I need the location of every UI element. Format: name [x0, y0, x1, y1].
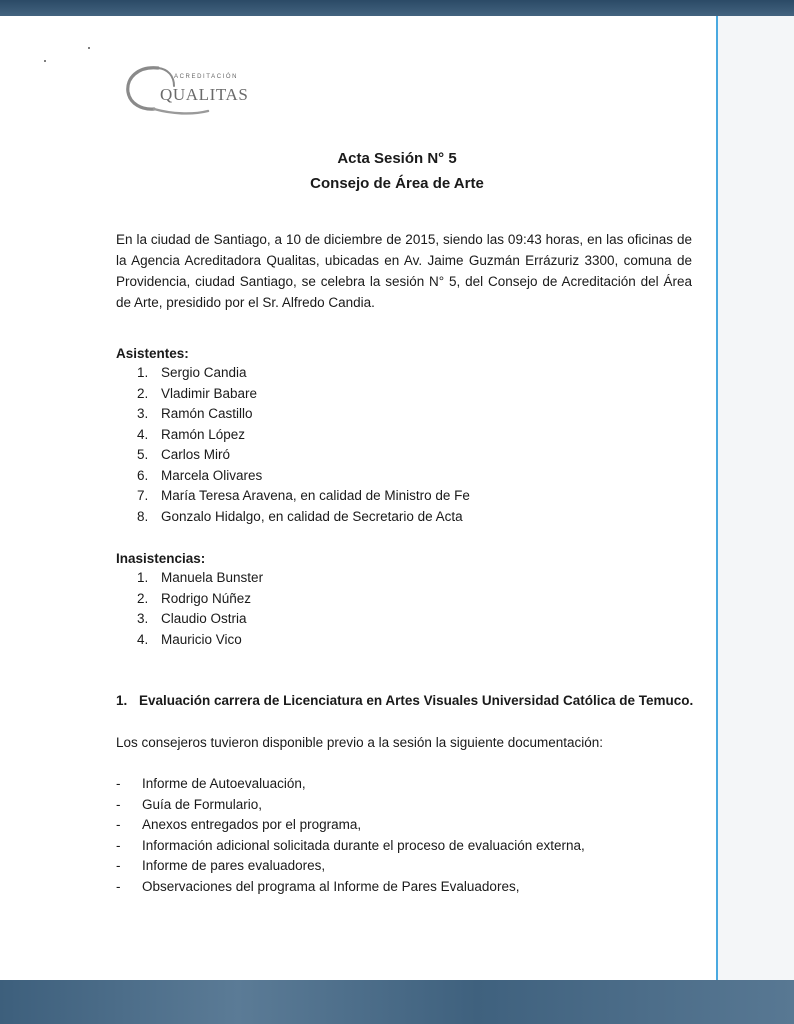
list-item: [137, 404, 470, 425]
list-item: [137, 466, 470, 487]
scan-speck: [88, 47, 90, 49]
list-item: [137, 486, 470, 507]
attendee-name: María Teresa Aravena, en calidad de Ministro de Fe: [161, 488, 470, 503]
absentee-name: Claudio Ostria: [161, 611, 247, 626]
list-item: [137, 609, 263, 630]
bullet: -: [116, 776, 121, 791]
document-item: Guía de Formulario,: [142, 796, 263, 812]
list-item: [137, 507, 470, 528]
bullet: -: [116, 878, 121, 894]
attendees-heading: Asistentes:: [116, 346, 189, 361]
document-item: Anexos entregados por el programa,: [142, 817, 362, 832]
list-item: [137, 630, 263, 651]
list-item: [116, 774, 585, 795]
list-item: [137, 589, 263, 610]
list-item: [116, 856, 585, 877]
attendee-name: Ramón Castillo: [161, 406, 253, 421]
list-item: [137, 425, 470, 446]
document-item: Informe de pares evaluadores,: [142, 858, 326, 873]
absences-heading: Inasistencias:: [116, 551, 206, 566]
list-item: [116, 836, 585, 857]
document-subtitle: Consejo de Área de Arte: [310, 175, 484, 192]
list-item: [116, 877, 585, 898]
bullet: -: [116, 837, 121, 853]
item-number: 1.: [137, 570, 149, 585]
qualitas-logo-mark: [124, 60, 254, 120]
list-item: [137, 384, 470, 405]
item-number: 5.: [137, 447, 149, 462]
attendee-name: Marcela Olivares: [161, 467, 263, 483]
section-title: Evaluación carrera de Licenciatura en Artes Visuales Universidad Católica de Temuco.: [139, 693, 694, 708]
absentee-name: Mauricio Vico: [161, 631, 242, 647]
item-number: 1.: [137, 365, 149, 380]
intro-paragraph: En la ciudad de Santiago, a 10 de diciembre de 2015, siendo las 09:43 horas, en las oficinas de la Agencia Acreditadora Qualitas, ubicadas en Av. Jaime Guzmán Errázuriz 3300, comuna de Providencia, ciudad Santiago, se celebra la sesión N° 5, del Consejo de Acreditación del Área de Arte, presidido por el Sr. Alfredo Candia.: [116, 232, 692, 310]
item-number: 8.: [137, 508, 149, 524]
logo-name: QUALITAS: [160, 85, 249, 104]
qualitas-logo: [124, 60, 254, 120]
list-item: [137, 363, 470, 384]
documentation-list: [116, 774, 585, 897]
list-item: [116, 795, 585, 816]
document-item: Observaciones del programa al Informe de Pares Evaluadores,: [142, 878, 520, 894]
attendee-name: Ramón López: [161, 426, 246, 442]
scan-bottom-border: [0, 980, 794, 1024]
attendee-name: Vladimir Babare: [161, 385, 258, 401]
section-number: 1.: [116, 693, 128, 708]
attendee-name: Sergio Candia: [161, 365, 247, 380]
documentation-intro: Los consejeros tuvieron disponible previo a la sesión la siguiente documentación:: [116, 735, 604, 750]
item-number: 4.: [137, 631, 149, 647]
logo-small-text: ACREDITACIÓN: [174, 74, 239, 80]
scan-top-border: [0, 0, 794, 16]
item-number: 3.: [137, 406, 149, 421]
bullet: -: [116, 858, 121, 873]
document-item: Informe de Autoevaluación,: [142, 776, 306, 791]
bullet: -: [116, 796, 121, 812]
attendees-list: [137, 363, 470, 527]
attendee-name: Carlos Miró: [161, 447, 231, 462]
item-number: 7.: [137, 488, 149, 503]
absences-list: [137, 568, 263, 650]
item-number: 4.: [137, 426, 149, 442]
item-number: 3.: [137, 611, 149, 626]
document-title: Acta Sesión N° 5: [337, 150, 457, 167]
absentee-name: Rodrigo Núñez: [161, 590, 252, 606]
item-number: 2.: [137, 385, 149, 401]
list-item: [116, 815, 585, 836]
list-item: [137, 568, 263, 589]
document-item: Información adicional solicitada durante el proceso de evaluación externa,: [142, 837, 585, 853]
attendee-name: Gonzalo Hidalgo, en calidad de Secretario de Acta: [161, 508, 463, 524]
scan-speck: [44, 60, 46, 62]
absentee-name: Manuela Bunster: [161, 570, 264, 585]
item-number: 6.: [137, 467, 149, 483]
list-item: [137, 445, 470, 466]
item-number: 2.: [137, 590, 149, 606]
bullet: -: [116, 817, 121, 832]
